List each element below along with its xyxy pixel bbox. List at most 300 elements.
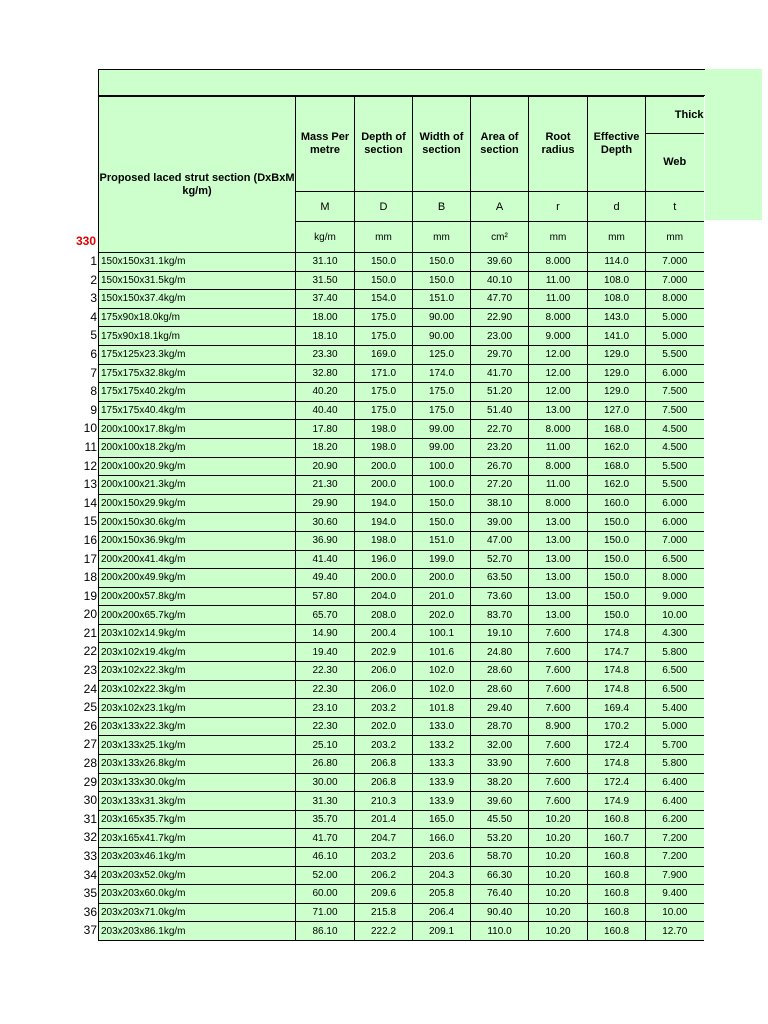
value-cell[interactable]: 31.50	[296, 271, 355, 290]
value-cell[interactable]: 196.0	[355, 550, 413, 569]
value-cell[interactable]: 28.60	[471, 680, 529, 699]
value-cell[interactable]: 200.0	[355, 476, 413, 495]
section-name-cell[interactable]: 203x133x30.0kg/m	[99, 773, 296, 792]
value-cell[interactable]: 9.000	[529, 327, 588, 346]
value-cell[interactable]: 10.20	[529, 829, 588, 848]
value-cell[interactable]: 203.2	[355, 736, 413, 755]
value-cell[interactable]: 18.20	[296, 438, 355, 457]
value-cell[interactable]: 174.9	[588, 792, 646, 811]
value-cell[interactable]: 38.10	[471, 494, 529, 513]
value-cell[interactable]: 204.0	[355, 587, 413, 606]
value-cell[interactable]: 166.0	[413, 829, 471, 848]
value-cell[interactable]: 150.0	[355, 253, 413, 272]
value-cell[interactable]: 23.00	[471, 327, 529, 346]
value-cell[interactable]: 174.8	[588, 662, 646, 681]
value-cell[interactable]: 7.200	[646, 829, 704, 848]
value-cell[interactable]: 206.8	[355, 755, 413, 774]
value-cell[interactable]: 206.8	[355, 773, 413, 792]
value-cell[interactable]: 143.0	[588, 308, 646, 327]
value-cell[interactable]: 28.60	[471, 662, 529, 681]
value-cell[interactable]: 141.0	[588, 327, 646, 346]
value-cell[interactable]: 133.3	[413, 755, 471, 774]
value-cell[interactable]: 7.500	[646, 401, 704, 420]
value-cell[interactable]: 8.000	[529, 457, 588, 476]
value-cell[interactable]: 172.4	[588, 736, 646, 755]
value-cell[interactable]: 169.0	[355, 345, 413, 364]
value-cell[interactable]: 45.50	[471, 810, 529, 829]
value-cell[interactable]: 40.10	[471, 271, 529, 290]
value-cell[interactable]: 60.00	[296, 885, 355, 904]
value-cell[interactable]: 36.90	[296, 531, 355, 550]
value-cell[interactable]: 12.00	[529, 364, 588, 383]
value-cell[interactable]: 203.2	[355, 848, 413, 867]
value-cell[interactable]: 10.00	[646, 903, 704, 922]
value-cell[interactable]: 165.0	[413, 810, 471, 829]
section-name-cell[interactable]: 203x203x71.0kg/m	[99, 903, 296, 922]
value-cell[interactable]: 168.0	[588, 457, 646, 476]
section-name-cell[interactable]: 150x150x31.5kg/m	[99, 271, 296, 290]
value-cell[interactable]: 162.0	[588, 476, 646, 495]
section-name-cell[interactable]: 203x133x25.1kg/m	[99, 736, 296, 755]
value-cell[interactable]: 30.00	[296, 773, 355, 792]
value-cell[interactable]: 215.8	[355, 903, 413, 922]
value-cell[interactable]: 198.0	[355, 438, 413, 457]
value-cell[interactable]: 168.0	[588, 420, 646, 439]
value-cell[interactable]: 26.70	[471, 457, 529, 476]
value-cell[interactable]: 108.0	[588, 271, 646, 290]
value-cell[interactable]: 198.0	[355, 531, 413, 550]
value-cell[interactable]: 206.0	[355, 662, 413, 681]
value-cell[interactable]: 5.500	[646, 345, 704, 364]
value-cell[interactable]: 162.0	[588, 438, 646, 457]
value-cell[interactable]: 53.20	[471, 829, 529, 848]
value-cell[interactable]: 86.10	[296, 922, 355, 941]
value-cell[interactable]: 125.0	[413, 345, 471, 364]
value-cell[interactable]: 198.0	[355, 420, 413, 439]
value-cell[interactable]: 150.0	[413, 513, 471, 532]
value-cell[interactable]: 206.4	[413, 903, 471, 922]
section-name-cell[interactable]: 200x200x41.4kg/m	[99, 550, 296, 569]
value-cell[interactable]: 100.0	[413, 476, 471, 495]
value-cell[interactable]: 5.400	[646, 699, 704, 718]
value-cell[interactable]: 7.600	[529, 755, 588, 774]
value-cell[interactable]: 150.0	[588, 606, 646, 625]
value-cell[interactable]: 5.000	[646, 717, 704, 736]
value-cell[interactable]: 27.20	[471, 476, 529, 495]
value-cell[interactable]: 5.000	[646, 308, 704, 327]
value-cell[interactable]: 13.00	[529, 550, 588, 569]
section-name-cell[interactable]: 203x133x26.8kg/m	[99, 755, 296, 774]
value-cell[interactable]: 22.30	[296, 680, 355, 699]
value-cell[interactable]: 47.70	[471, 290, 529, 309]
value-cell[interactable]: 100.1	[413, 624, 471, 643]
value-cell[interactable]: 5.500	[646, 476, 704, 495]
value-cell[interactable]: 160.8	[588, 922, 646, 941]
value-cell[interactable]: 10.20	[529, 885, 588, 904]
value-cell[interactable]: 10.20	[529, 866, 588, 885]
value-cell[interactable]: 28.70	[471, 717, 529, 736]
value-cell[interactable]: 90.00	[413, 308, 471, 327]
value-cell[interactable]: 9.000	[646, 587, 704, 606]
section-name-cell[interactable]: 175x175x40.2kg/m	[99, 383, 296, 402]
value-cell[interactable]: 202.9	[355, 643, 413, 662]
value-cell[interactable]: 30.60	[296, 513, 355, 532]
section-name-cell[interactable]: 203x102x22.3kg/m	[99, 662, 296, 681]
section-name-cell[interactable]: 200x200x49.9kg/m	[99, 569, 296, 588]
value-cell[interactable]: 150.0	[413, 253, 471, 272]
value-cell[interactable]: 175.0	[355, 383, 413, 402]
value-cell[interactable]: 40.20	[296, 383, 355, 402]
value-cell[interactable]: 23.20	[471, 438, 529, 457]
value-cell[interactable]: 202.0	[355, 717, 413, 736]
value-cell[interactable]: 129.0	[588, 383, 646, 402]
value-cell[interactable]: 8.000	[529, 308, 588, 327]
value-cell[interactable]: 8.000	[529, 253, 588, 272]
value-cell[interactable]: 76.40	[471, 885, 529, 904]
section-name-cell[interactable]: 203x203x52.0kg/m	[99, 866, 296, 885]
value-cell[interactable]: 205.8	[413, 885, 471, 904]
value-cell[interactable]: 160.8	[588, 848, 646, 867]
value-cell[interactable]: 10.00	[646, 606, 704, 625]
section-name-cell[interactable]: 203x165x41.7kg/m	[99, 829, 296, 848]
value-cell[interactable]: 5.700	[646, 736, 704, 755]
value-cell[interactable]: 35.70	[296, 810, 355, 829]
value-cell[interactable]: 4.300	[646, 624, 704, 643]
value-cell[interactable]: 5.500	[646, 457, 704, 476]
value-cell[interactable]: 200.4	[355, 624, 413, 643]
value-cell[interactable]: 7.600	[529, 624, 588, 643]
value-cell[interactable]: 150.0	[355, 271, 413, 290]
value-cell[interactable]: 8.900	[529, 717, 588, 736]
value-cell[interactable]: 99.00	[413, 438, 471, 457]
value-cell[interactable]: 160.8	[588, 885, 646, 904]
value-cell[interactable]: 90.00	[413, 327, 471, 346]
value-cell[interactable]: 19.10	[471, 624, 529, 643]
value-cell[interactable]: 25.10	[296, 736, 355, 755]
value-cell[interactable]: 160.8	[588, 866, 646, 885]
value-cell[interactable]: 7.200	[646, 848, 704, 867]
value-cell[interactable]: 8.000	[646, 569, 704, 588]
value-cell[interactable]: 172.4	[588, 773, 646, 792]
section-name-cell[interactable]: 203x203x46.1kg/m	[99, 848, 296, 867]
value-cell[interactable]: 12.70	[646, 922, 704, 941]
section-name-cell[interactable]: 200x150x30.6kg/m	[99, 513, 296, 532]
value-cell[interactable]: 10.20	[529, 922, 588, 941]
value-cell[interactable]: 201.0	[413, 587, 471, 606]
value-cell[interactable]: 20.90	[296, 457, 355, 476]
value-cell[interactable]: 7.600	[529, 699, 588, 718]
section-name-cell[interactable]: 203x133x31.3kg/m	[99, 792, 296, 811]
value-cell[interactable]: 133.9	[413, 773, 471, 792]
value-cell[interactable]: 4.500	[646, 438, 704, 457]
value-cell[interactable]: 194.0	[355, 513, 413, 532]
value-cell[interactable]: 7.000	[646, 271, 704, 290]
value-cell[interactable]: 40.40	[296, 401, 355, 420]
value-cell[interactable]: 7.000	[646, 253, 704, 272]
section-name-cell[interactable]: 200x200x57.8kg/m	[99, 587, 296, 606]
value-cell[interactable]: 151.0	[413, 531, 471, 550]
value-cell[interactable]: 102.0	[413, 662, 471, 681]
value-cell[interactable]: 170.2	[588, 717, 646, 736]
value-cell[interactable]: 17.80	[296, 420, 355, 439]
value-cell[interactable]: 12.00	[529, 383, 588, 402]
value-cell[interactable]: 22.30	[296, 662, 355, 681]
section-name-cell[interactable]: 203x102x14.9kg/m	[99, 624, 296, 643]
value-cell[interactable]: 6.000	[646, 364, 704, 383]
value-cell[interactable]: 200.0	[355, 457, 413, 476]
value-cell[interactable]: 175.0	[413, 401, 471, 420]
value-cell[interactable]: 202.0	[413, 606, 471, 625]
value-cell[interactable]: 201.4	[355, 810, 413, 829]
section-name-cell[interactable]: 203x203x60.0kg/m	[99, 885, 296, 904]
value-cell[interactable]: 150.0	[413, 494, 471, 513]
value-cell[interactable]: 169.4	[588, 699, 646, 718]
value-cell[interactable]: 18.10	[296, 327, 355, 346]
value-cell[interactable]: 203.6	[413, 848, 471, 867]
value-cell[interactable]: 99.00	[413, 420, 471, 439]
value-cell[interactable]: 150.0	[588, 550, 646, 569]
value-cell[interactable]: 32.80	[296, 364, 355, 383]
value-cell[interactable]: 101.8	[413, 699, 471, 718]
value-cell[interactable]: 6.000	[646, 513, 704, 532]
value-cell[interactable]: 5.800	[646, 755, 704, 774]
value-cell[interactable]: 29.40	[471, 699, 529, 718]
value-cell[interactable]: 150.0	[588, 513, 646, 532]
value-cell[interactable]: 7.000	[646, 531, 704, 550]
value-cell[interactable]: 7.500	[646, 383, 704, 402]
value-cell[interactable]: 71.00	[296, 903, 355, 922]
value-cell[interactable]: 21.30	[296, 476, 355, 495]
header-fill-right	[705, 69, 762, 220]
value-cell[interactable]: 90.40	[471, 903, 529, 922]
value-cell[interactable]: 8.000	[646, 290, 704, 309]
section-name-cell[interactable]: 150x150x31.1kg/m	[99, 253, 296, 272]
value-cell[interactable]: 154.0	[355, 290, 413, 309]
value-cell[interactable]: 101.6	[413, 643, 471, 662]
value-cell[interactable]: 41.40	[296, 550, 355, 569]
value-cell[interactable]: 10.20	[529, 903, 588, 922]
value-cell[interactable]: 29.70	[471, 345, 529, 364]
value-cell[interactable]: 6.500	[646, 680, 704, 699]
value-cell[interactable]: 6.500	[646, 550, 704, 569]
section-name-cell[interactable]: 200x150x36.9kg/m	[99, 531, 296, 550]
value-cell[interactable]: 26.80	[296, 755, 355, 774]
value-cell[interactable]: 174.7	[588, 643, 646, 662]
value-cell[interactable]: 22.90	[471, 308, 529, 327]
value-cell[interactable]: 37.40	[296, 290, 355, 309]
value-cell[interactable]: 7.600	[529, 643, 588, 662]
section-name-cell[interactable]: 203x102x19.4kg/m	[99, 643, 296, 662]
value-cell[interactable]: 57.80	[296, 587, 355, 606]
value-cell[interactable]: 13.00	[529, 513, 588, 532]
section-name-cell[interactable]: 200x100x18.2kg/m	[99, 438, 296, 457]
value-cell[interactable]: 208.0	[355, 606, 413, 625]
table-row	[99, 587, 704, 606]
value-cell[interactable]: 6.200	[646, 810, 704, 829]
section-name-cell[interactable]: 200x100x17.8kg/m	[99, 420, 296, 439]
value-cell[interactable]: 6.400	[646, 792, 704, 811]
value-cell[interactable]: 11.00	[529, 271, 588, 290]
value-cell[interactable]: 23.10	[296, 699, 355, 718]
value-cell[interactable]: 8.000	[529, 494, 588, 513]
value-cell[interactable]: 100.0	[413, 457, 471, 476]
value-cell[interactable]: 83.70	[471, 606, 529, 625]
section-name-cell[interactable]: 203x165x35.7kg/m	[99, 810, 296, 829]
value-cell[interactable]: 7.900	[646, 866, 704, 885]
value-cell[interactable]: 209.6	[355, 885, 413, 904]
value-cell[interactable]: 127.0	[588, 401, 646, 420]
value-cell[interactable]: 175.0	[355, 401, 413, 420]
value-cell[interactable]: 204.3	[413, 866, 471, 885]
value-cell[interactable]: 51.40	[471, 401, 529, 420]
value-cell[interactable]: 200.0	[413, 569, 471, 588]
value-cell[interactable]: 160.8	[588, 810, 646, 829]
value-cell[interactable]: 160.7	[588, 829, 646, 848]
section-name-cell[interactable]: 175x90x18.0kg/m	[99, 308, 296, 327]
value-cell[interactable]: 209.1	[413, 922, 471, 941]
value-cell[interactable]: 5.800	[646, 643, 704, 662]
value-cell[interactable]: 7.600	[529, 680, 588, 699]
value-cell[interactable]: 31.10	[296, 253, 355, 272]
value-cell[interactable]: 65.70	[296, 606, 355, 625]
value-cell[interactable]: 7.600	[529, 773, 588, 792]
value-cell[interactable]: 73.60	[471, 587, 529, 606]
value-cell[interactable]: 129.0	[588, 364, 646, 383]
value-cell[interactable]: 151.0	[413, 290, 471, 309]
value-cell[interactable]: 13.00	[529, 606, 588, 625]
value-cell[interactable]: 174.8	[588, 624, 646, 643]
value-cell[interactable]: 150.0	[588, 531, 646, 550]
value-cell[interactable]: 14.90	[296, 624, 355, 643]
value-cell[interactable]: 19.40	[296, 643, 355, 662]
value-cell[interactable]: 160.0	[588, 494, 646, 513]
value-cell[interactable]: 66.30	[471, 866, 529, 885]
value-cell[interactable]: 10.20	[529, 848, 588, 867]
value-cell[interactable]: 114.0	[588, 253, 646, 272]
value-cell[interactable]: 47.00	[471, 531, 529, 550]
value-cell[interactable]: 206.0	[355, 680, 413, 699]
value-cell[interactable]: 13.00	[529, 531, 588, 550]
section-name-cell[interactable]: 203x203x86.1kg/m	[99, 922, 296, 941]
value-cell[interactable]: 174.0	[413, 364, 471, 383]
value-cell[interactable]: 200.0	[355, 569, 413, 588]
value-cell[interactable]: 102.0	[413, 680, 471, 699]
value-cell[interactable]: 63.50	[471, 569, 529, 588]
value-cell[interactable]: 11.00	[529, 476, 588, 495]
value-cell[interactable]: 129.0	[588, 345, 646, 364]
value-cell[interactable]: 108.0	[588, 290, 646, 309]
section-name-cell[interactable]: 175x90x18.1kg/m	[99, 327, 296, 346]
value-cell[interactable]: 58.70	[471, 848, 529, 867]
header-width: Width of section	[413, 97, 471, 192]
section-name-cell[interactable]: 200x100x21.3kg/m	[99, 476, 296, 495]
value-cell[interactable]: 133.2	[413, 736, 471, 755]
value-cell[interactable]: 41.70	[471, 364, 529, 383]
value-cell[interactable]: 51.20	[471, 383, 529, 402]
value-cell[interactable]: 29.90	[296, 494, 355, 513]
value-cell[interactable]: 52.00	[296, 866, 355, 885]
value-cell[interactable]: 11.00	[529, 290, 588, 309]
section-name-cell[interactable]: 150x150x37.4kg/m	[99, 290, 296, 309]
value-cell[interactable]: 174.8	[588, 755, 646, 774]
value-cell[interactable]: 150.0	[588, 587, 646, 606]
value-cell[interactable]: 194.0	[355, 494, 413, 513]
value-cell[interactable]: 150.0	[413, 271, 471, 290]
value-cell[interactable]: 22.70	[471, 420, 529, 439]
value-cell[interactable]: 4.500	[646, 420, 704, 439]
value-cell[interactable]: 110.0	[471, 922, 529, 941]
value-cell[interactable]: 24.80	[471, 643, 529, 662]
value-cell[interactable]: 206.2	[355, 866, 413, 885]
value-cell[interactable]: 49.40	[296, 569, 355, 588]
value-cell[interactable]: 52.70	[471, 550, 529, 569]
value-cell[interactable]: 11.00	[529, 438, 588, 457]
value-cell[interactable]: 210.3	[355, 792, 413, 811]
value-cell[interactable]: 222.2	[355, 922, 413, 941]
value-cell[interactable]: 175.0	[413, 383, 471, 402]
value-cell[interactable]: 150.0	[588, 569, 646, 588]
value-cell[interactable]: 41.70	[296, 829, 355, 848]
value-cell[interactable]: 7.600	[529, 792, 588, 811]
value-cell[interactable]: 175.0	[355, 327, 413, 346]
value-cell[interactable]: 174.8	[588, 680, 646, 699]
value-cell[interactable]: 5.000	[646, 327, 704, 346]
value-cell[interactable]: 7.600	[529, 662, 588, 681]
value-cell[interactable]: 10.20	[529, 810, 588, 829]
value-cell[interactable]: 12.00	[529, 345, 588, 364]
value-cell[interactable]: 160.8	[588, 903, 646, 922]
value-cell[interactable]: 6.000	[646, 494, 704, 513]
section-name-cell[interactable]: 200x100x20.9kg/m	[99, 457, 296, 476]
value-cell[interactable]: 38.20	[471, 773, 529, 792]
value-cell[interactable]: 171.0	[355, 364, 413, 383]
section-name-cell[interactable]: 175x125x23.3kg/m	[99, 345, 296, 364]
value-cell[interactable]: 18.00	[296, 308, 355, 327]
value-cell[interactable]: 39.60	[471, 253, 529, 272]
value-cell[interactable]: 133.9	[413, 792, 471, 811]
value-cell[interactable]: 7.600	[529, 736, 588, 755]
section-name-cell[interactable]: 203x102x23.1kg/m	[99, 699, 296, 718]
value-cell[interactable]: 13.00	[529, 401, 588, 420]
section-name-cell[interactable]: 203x133x22.3kg/m	[99, 717, 296, 736]
value-cell[interactable]: 39.00	[471, 513, 529, 532]
value-cell[interactable]: 33.90	[471, 755, 529, 774]
value-cell[interactable]: 8.000	[529, 420, 588, 439]
value-cell[interactable]: 39.60	[471, 792, 529, 811]
section-name-cell[interactable]: 200x200x65.7kg/m	[99, 606, 296, 625]
value-cell[interactable]: 133.0	[413, 717, 471, 736]
value-cell[interactable]: 203.2	[355, 699, 413, 718]
section-name-cell[interactable]: 203x102x22.3kg/m	[99, 680, 296, 699]
value-cell[interactable]: 22.30	[296, 717, 355, 736]
value-cell[interactable]: 31.30	[296, 792, 355, 811]
section-name-cell[interactable]: 175x175x32.8kg/m	[99, 364, 296, 383]
section-name-cell[interactable]: 200x150x29.9kg/m	[99, 494, 296, 513]
value-cell[interactable]: 32.00	[471, 736, 529, 755]
value-cell[interactable]: 204.7	[355, 829, 413, 848]
value-cell[interactable]: 199.0	[413, 550, 471, 569]
value-cell[interactable]: 46.10	[296, 848, 355, 867]
value-cell[interactable]: 6.500	[646, 662, 704, 681]
value-cell[interactable]: 13.00	[529, 587, 588, 606]
value-cell[interactable]: 175.0	[355, 308, 413, 327]
value-cell[interactable]: 23.30	[296, 345, 355, 364]
value-cell[interactable]: 9.400	[646, 885, 704, 904]
value-cell[interactable]: 13.00	[529, 569, 588, 588]
value-cell[interactable]: 6.400	[646, 773, 704, 792]
section-name-cell[interactable]: 175x175x40.4kg/m	[99, 401, 296, 420]
table-row	[99, 308, 704, 327]
